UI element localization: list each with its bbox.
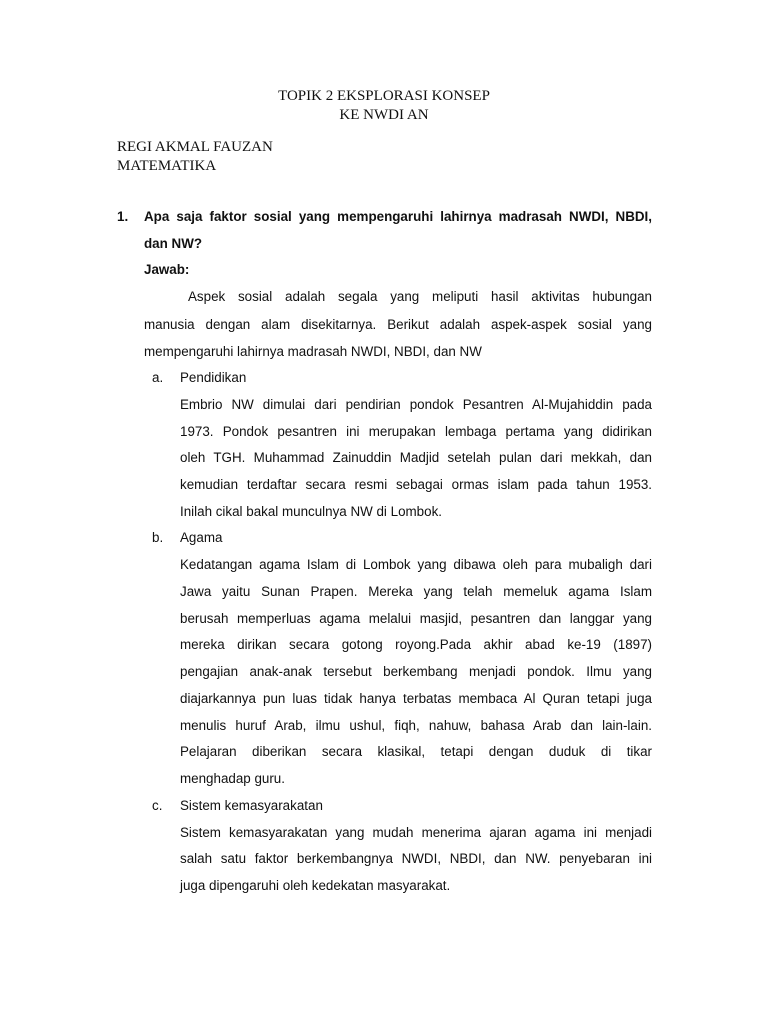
intro-line-2: manusia dengan alam disekitarnya. Berikut adalah aspek-aspek sosial yang [144,317,652,332]
item-c-line: Sistem kemasyarakatan yang mudah menerima ajaran agama ini menjadi [180,825,652,840]
item-b-line: mereka dirikan secara gotong royong.Pada akhir abad ke-19 (1897) [180,637,652,652]
question-line-1: Apa saja faktor sosial yang mempengaruhi lahirnya madrasah NWDI, NBDI, [144,209,652,224]
item-b-line: menghadap guru. [180,771,285,786]
item-a-line: 1973. Pondok pesantren ini merupakan lembaga pertama yang didirikan [180,424,652,439]
item-b-line: pengajian anak-anak tersebut berkembang menjadi pondok. Ilmu yang [180,664,652,679]
intro-line-1: Aspek sosial adalah segala yang meliputi hasil aktivitas hubungan [188,289,652,304]
author-subject: MATEMATIKA [117,158,217,174]
item-b-line: Pelajaran diberikan secara klasikal, tetapi dengan duduk di tikar [180,744,652,759]
answer-label: Jawab: [144,262,190,277]
intro-line-3: mempengaruhi lahirnya madrasah NWDI, NBDI, dan NW [144,344,482,359]
question-line-2: dan NW? [144,236,203,251]
author-name: REGI AKMAL FAUZAN [117,139,273,155]
item-c-marker: c. [152,798,163,813]
item-c-line: salah satu faktor berkembangnya NWDI, NBDI, dan NW. penyebaran ini [180,851,652,866]
item-b-line: berusah memperluas agama melalui masjid, pesantren dan langgar yang [180,611,652,626]
question-number: 1. [117,209,129,224]
item-c-heading: Sistem kemasyarakatan [180,798,323,813]
item-a-line: Inilah cikal bakal munculnya NW di Lombok. [180,504,442,519]
item-a-line: kemudian terdaftar secara resmi sebagai ormas islam pada tahun 1953. [180,477,652,492]
item-b-marker: b. [152,530,164,545]
item-a-line: oleh TGH. Muhammad Zainuddin Madjid setelah pulan dari mekkah, dan [180,450,652,465]
item-b-line: diajarkannya pun luas tidak hanya terbatas membaca Al Quran tetapi juga [180,691,652,706]
document-title [0,87,768,125]
title-line-1: TOPIK 2 EKSPLORASI KONSEP [278,88,490,104]
item-a-marker: a. [152,370,164,385]
item-a-line: Embrio NW dimulai dari pendirian pondok Pesantren Al-Mujahiddin pada [180,397,652,412]
item-b-line: menulis huruf Arab, ilmu ushul, fiqh, nahuw, bahasa Arab dan lain-lain. [180,718,652,733]
item-b-line: Kedatangan agama Islam di Lombok yang dibawa oleh para mubaligh dari [180,557,652,572]
item-b-line: Jawa yaitu Sunan Prapen. Mereka yang telah memeluk agama Islam [180,584,652,599]
author-block [117,138,273,176]
item-b-heading: Agama [180,530,223,545]
title-line-2: KE NWDI AN [339,107,429,123]
item-a-heading: Pendidikan [180,370,247,385]
item-c-line: juga dipengaruhi oleh kedekatan masyarakat. [180,878,451,893]
